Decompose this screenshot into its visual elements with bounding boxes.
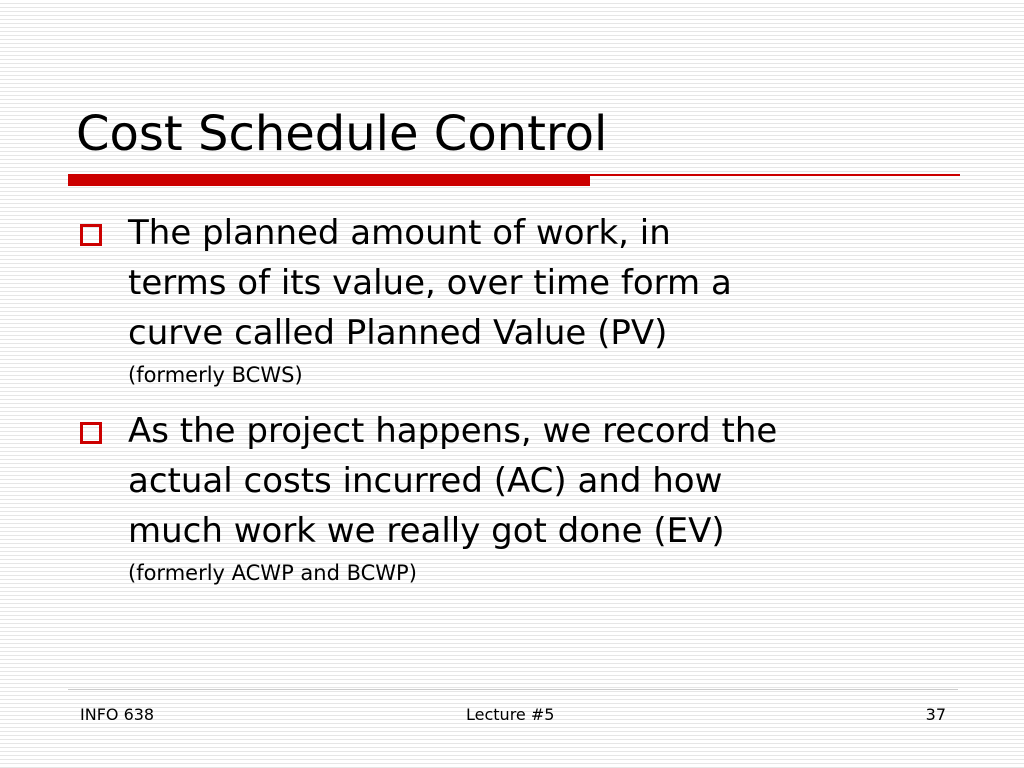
slide-title: Cost Schedule Control [76,106,608,162]
bullet-item [80,208,980,392]
bullet-text: As the project happens, we record the actual costs incurred (AC) and how much work we really got done (EV) [128,411,778,551]
bullet-text: The planned amount of work, in terms of its value, over time form a curve called Planned Value (PV) [128,213,732,353]
footer-course: INFO 638 [80,705,155,724]
title-underline-thick [68,176,590,186]
bullet-list [80,208,980,604]
footer-lecture: Lecture #5 [466,705,555,724]
bullet-item [80,406,980,590]
bullet-subtext: (formerly ACWP and BCWP) [128,561,417,585]
footer-divider [68,689,958,690]
bullet-subtext: (formerly BCWS) [128,363,303,387]
hollow-square-bullet-icon [80,422,102,444]
hollow-square-bullet-icon [80,224,102,246]
footer-page-number: 37 [925,705,946,724]
